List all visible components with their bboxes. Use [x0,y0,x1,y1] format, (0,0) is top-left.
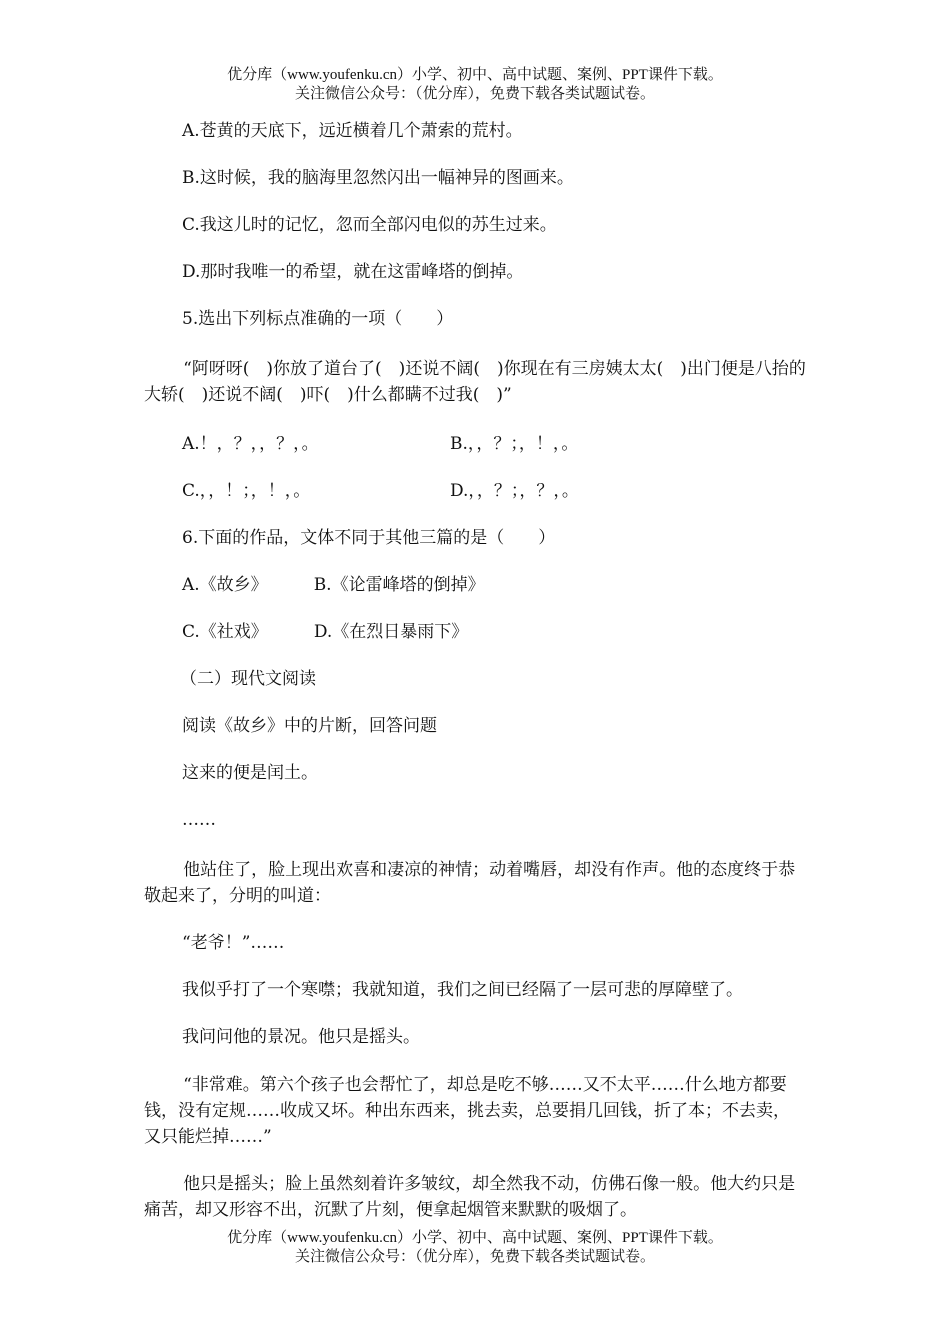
q5-stem: 5.选出下列标点准确的一项（ ） [182,309,454,329]
passage-paragraph-6: “非常难。第六个孩子也会帮忙了，却总是吃不够……又不太平……什么地方都要钱，没有定规……收成又坏。种出东西来，挑去卖，总要捐几回钱，折了本；不去卖，又只能烂掉……” [144,1075,790,1147]
passage-paragraph-3: “老爷！”…… [182,933,285,953]
q4-option-c: C.我这儿时的记忆，忽而全部闪电似的苏生过来。 [182,215,557,235]
q5-option-c: C.，，！；，！，。 [182,481,311,501]
header-line-2: 关注微信公众号：（优分库），免费下载各类试题试卷。 [294,86,655,102]
passage-ellipsis: …… [182,810,216,830]
document-body [144,118,806,1223]
footer-line-1: 优分库（www.youfenku.cn）小学、初中、高中试题、案例、PPT课件下载。 [227,1230,723,1246]
q6-options-row-1 [144,572,806,598]
q6-options-row-2 [144,619,806,645]
q5-option-a: A.！，？，，？，。 [182,434,319,454]
q4-option-d: D.那时我唯一的希望，就在这雷峰塔的倒掉。 [182,262,524,282]
q6-option-c: C.《社戏》 [182,622,268,642]
q6-option-a: A.《故乡》 [182,575,268,595]
passage-paragraph-5: 我问问他的景况。他只是摇头。 [182,1027,420,1047]
q4-option-b: B.这时候，我的脑海里忽然闪出一幅神异的图画来。 [182,168,574,188]
q6-option-d: D.《在烈日暴雨下》 [313,622,469,642]
passage-paragraph-4: 我似乎打了一个寒噤；我就知道，我们之间已经隔了一层可悲的厚障壁了。 [182,980,743,1000]
q6-option-b: B.《论雷峰塔的倒掉》 [313,575,485,595]
page-footer [0,1229,950,1267]
q5-option-d: D.，，？；，？，。 [450,481,579,501]
section-2-title: （二）现代文阅读 [180,669,316,689]
q5-options-row-2 [144,478,806,504]
section-2-instruction: 阅读《故乡》中的片断，回答问题 [182,716,437,736]
q6-stem: 6.下面的作品，文体不同于其他三篇的是（ ） [182,528,556,548]
q5-passage: “阿呀呀( )你放了道台了( )还说不阔( )你现在有三房姨太太( )出门便是八抬的大轿( )还说不阔( )吓( )什么都瞒不过我( )” [144,359,806,405]
page-header [0,66,950,104]
passage-paragraph-7: 他只是摇头；脸上虽然刻着许多皱纹，却全然我不动，仿佛石像一般。他大约只是痛苦，却又形容不出，沉默了片刻，便拿起烟管来默默的吸烟了。 [144,1174,796,1220]
footer-line-2: 关注微信公众号：（优分库），免费下载各类试题试卷。 [294,1249,655,1265]
passage-paragraph-2: 他站住了，脸上现出欢喜和凄凉的神情；动着嘴唇，却没有作声。他的态度终于恭敬起来了，分明的叫道： [144,860,796,906]
q5-options-row-1 [144,431,806,457]
q4-option-a: A.苍黄的天底下，远近横着几个萧索的荒村。 [182,121,523,141]
q5-option-b: B.，，？；，！，。 [450,434,579,454]
header-line-1: 优分库（www.youfenku.cn）小学、初中、高中试题、案例、PPT课件下载。 [227,67,723,83]
passage-paragraph-1: 这来的便是闰土。 [182,763,318,783]
